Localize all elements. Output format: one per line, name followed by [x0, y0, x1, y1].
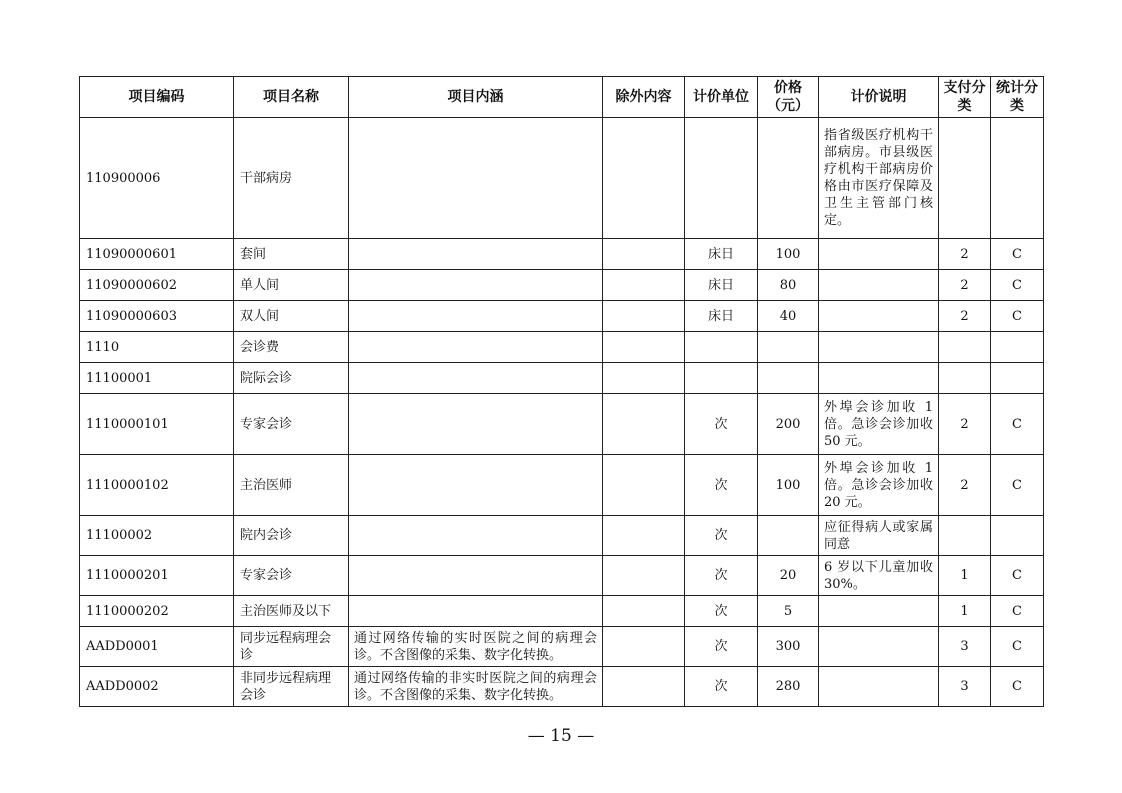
item-exclude	[603, 332, 685, 363]
item-note	[819, 596, 939, 627]
item-pay-class	[939, 516, 991, 556]
item-code: AADD0001	[80, 627, 234, 667]
item-pay-class	[939, 332, 991, 363]
item-note: 应征得病人或家属同意	[819, 516, 939, 556]
item-code: 11090000603	[80, 301, 234, 332]
item-exclude	[603, 239, 685, 270]
item-note: 6 岁以下儿童加收 30%。	[819, 556, 939, 596]
item-stat-class	[991, 118, 1044, 239]
item-code: 11100001	[80, 363, 234, 394]
item-content	[349, 363, 603, 394]
item-unit	[685, 332, 758, 363]
col-header-code: 项目编码	[80, 77, 234, 118]
item-code: 110900006	[80, 118, 234, 239]
item-exclude	[603, 556, 685, 596]
item-note	[819, 627, 939, 667]
item-price	[758, 332, 819, 363]
item-pay-class: 2	[939, 455, 991, 516]
table-row	[80, 118, 1044, 239]
item-unit: 次	[685, 627, 758, 667]
item-exclude	[603, 667, 685, 707]
item-name: 会诊费	[234, 332, 349, 363]
item-content	[349, 455, 603, 516]
item-pay-class: 2	[939, 394, 991, 455]
col-header-name: 项目名称	[234, 77, 349, 118]
item-price	[758, 118, 819, 239]
item-name: 专家会诊	[234, 556, 349, 596]
header-row	[80, 77, 1044, 118]
item-name: 同步远程病理会诊	[234, 627, 349, 667]
item-code: 11090000601	[80, 239, 234, 270]
item-exclude	[603, 627, 685, 667]
item-exclude	[603, 270, 685, 301]
item-price: 200	[758, 394, 819, 455]
item-stat-class: C	[991, 556, 1044, 596]
item-stat-class	[991, 332, 1044, 363]
item-content	[349, 270, 603, 301]
item-price	[758, 516, 819, 556]
item-unit: 床日	[685, 239, 758, 270]
item-price: 5	[758, 596, 819, 627]
item-unit: 次	[685, 556, 758, 596]
item-price: 100	[758, 455, 819, 516]
page-number: — 15 —	[527, 726, 595, 746]
item-price	[758, 363, 819, 394]
table-row	[80, 332, 1044, 363]
item-content: 通过网络传输的非实时医院之间的病理会诊。不含图像的采集、数字化转换。	[349, 667, 603, 707]
item-exclude	[603, 596, 685, 627]
item-exclude	[603, 516, 685, 556]
table-row	[80, 270, 1044, 301]
item-name: 双人间	[234, 301, 349, 332]
item-exclude	[603, 455, 685, 516]
item-content: 通过网络传输的实时医院之间的病理会诊。不含图像的采集、数字化转换。	[349, 627, 603, 667]
item-stat-class: C	[991, 596, 1044, 627]
item-unit: 床日	[685, 270, 758, 301]
item-pay-class	[939, 118, 991, 239]
item-name: 单人间	[234, 270, 349, 301]
item-stat-class: C	[991, 455, 1044, 516]
item-stat-class: C	[991, 667, 1044, 707]
item-note	[819, 363, 939, 394]
item-note: 指省级医疗机构干部病房。市县级医疗机构干部病房价格由市医疗保障及卫生主管部门核定。	[819, 118, 939, 239]
table-row	[80, 516, 1044, 556]
item-code: 1110000202	[80, 596, 234, 627]
item-price: 280	[758, 667, 819, 707]
table-row	[80, 301, 1044, 332]
item-code: 1110	[80, 332, 234, 363]
table-row	[80, 239, 1044, 270]
item-unit: 次	[685, 667, 758, 707]
item-stat-class	[991, 516, 1044, 556]
item-note	[819, 270, 939, 301]
item-name: 主治医师及以下	[234, 596, 349, 627]
item-unit: 次	[685, 394, 758, 455]
item-unit: 床日	[685, 301, 758, 332]
item-code: 11100002	[80, 516, 234, 556]
item-stat-class: C	[991, 627, 1044, 667]
item-pay-class: 3	[939, 627, 991, 667]
item-name: 主治医师	[234, 455, 349, 516]
item-content	[349, 239, 603, 270]
item-stat-class	[991, 363, 1044, 394]
item-price: 80	[758, 270, 819, 301]
item-pay-class: 2	[939, 239, 991, 270]
item-content	[349, 301, 603, 332]
item-unit: 次	[685, 455, 758, 516]
item-price: 40	[758, 301, 819, 332]
col-header-pay: 支付分类	[939, 77, 991, 118]
item-content	[349, 516, 603, 556]
item-name: 套间	[234, 239, 349, 270]
item-stat-class: C	[991, 301, 1044, 332]
col-header-content: 项目内涵	[349, 77, 603, 118]
col-header-stat: 统计分类	[991, 77, 1044, 118]
item-exclude	[603, 301, 685, 332]
item-code: 1110000102	[80, 455, 234, 516]
table-row	[80, 455, 1044, 516]
item-code: 1110000101	[80, 394, 234, 455]
col-header-price: 价格（元）	[758, 77, 819, 118]
item-stat-class: C	[991, 394, 1044, 455]
item-name: 院际会诊	[234, 363, 349, 394]
item-pay-class	[939, 363, 991, 394]
col-header-note: 计价说明	[819, 77, 939, 118]
item-code: AADD0002	[80, 667, 234, 707]
price-table	[79, 76, 1044, 707]
table-row	[80, 363, 1044, 394]
item-content	[349, 118, 603, 239]
item-exclude	[603, 363, 685, 394]
table-row	[80, 394, 1044, 455]
item-stat-class: C	[991, 239, 1044, 270]
item-code: 1110000201	[80, 556, 234, 596]
item-pay-class: 1	[939, 596, 991, 627]
col-header-unit: 计价单位	[685, 77, 758, 118]
item-price: 20	[758, 556, 819, 596]
item-exclude	[603, 394, 685, 455]
item-name: 非同步远程病理会诊	[234, 667, 349, 707]
item-pay-class: 2	[939, 270, 991, 301]
item-pay-class: 1	[939, 556, 991, 596]
item-pay-class: 2	[939, 301, 991, 332]
item-pay-class: 3	[939, 667, 991, 707]
item-content	[349, 394, 603, 455]
item-note	[819, 667, 939, 707]
item-price: 100	[758, 239, 819, 270]
item-name: 专家会诊	[234, 394, 349, 455]
item-content	[349, 556, 603, 596]
item-exclude	[603, 118, 685, 239]
item-content	[349, 596, 603, 627]
item-unit	[685, 363, 758, 394]
item-note	[819, 301, 939, 332]
item-stat-class: C	[991, 270, 1044, 301]
item-content	[349, 332, 603, 363]
item-unit: 次	[685, 596, 758, 627]
item-note	[819, 239, 939, 270]
item-unit	[685, 118, 758, 239]
col-header-exclude: 除外内容	[603, 77, 685, 118]
item-name: 院内会诊	[234, 516, 349, 556]
table-row	[80, 596, 1044, 627]
table-row	[80, 556, 1044, 596]
item-price: 300	[758, 627, 819, 667]
table-row	[80, 627, 1044, 667]
item-code: 11090000602	[80, 270, 234, 301]
table-row	[80, 667, 1044, 707]
item-note	[819, 332, 939, 363]
item-name: 干部病房	[234, 118, 349, 239]
item-note: 外埠会诊加收 1 倍。急诊会诊加收 50 元。	[819, 394, 939, 455]
item-note: 外埠会诊加收 1 倍。急诊会诊加收 20 元。	[819, 455, 939, 516]
item-unit: 次	[685, 516, 758, 556]
